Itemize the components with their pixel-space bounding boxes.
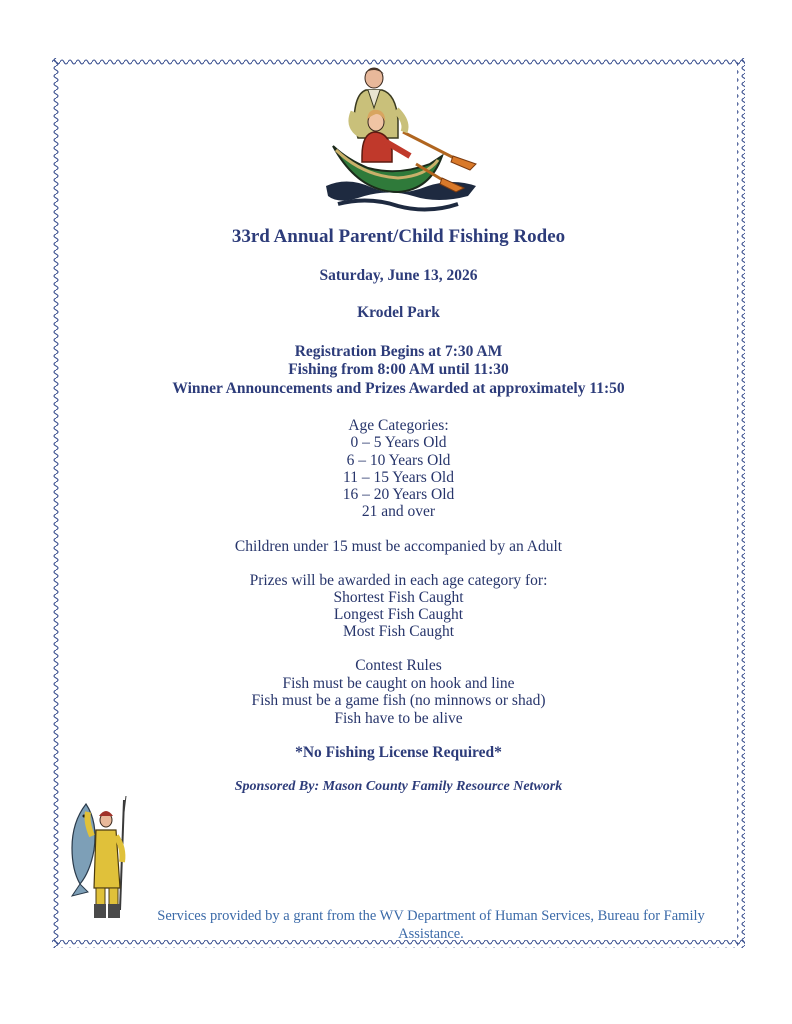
adult-notice: Children under 15 must be accompanied by an Adult — [234, 538, 563, 555]
event-title: 33rd Annual Parent/Child Fishing Rodeo — [231, 226, 566, 247]
prize-item: Most Fish Caught — [342, 623, 455, 640]
canoe-illustration — [318, 64, 483, 224]
age-category-item: 11 – 15 Years Old — [343, 469, 454, 486]
fisherman-illustration — [64, 792, 136, 922]
sponsor-line: Sponsored By: Mason County Family Resource Network — [234, 779, 563, 794]
footer-line-2: Assistance. — [398, 926, 464, 942]
age-category-item: 0 – 5 Years Old — [350, 434, 447, 451]
prize-item: Shortest Fish Caught — [333, 589, 464, 606]
rule-item: Fish must be a game fish (no minnows or shad) — [251, 692, 546, 709]
event-date: Saturday, June 13, 2026 — [319, 267, 478, 284]
license-notice: *No Fishing License Required* — [295, 744, 502, 761]
footer-line-1: Services provided by a grant from the WV Department of Human Services, Bureau for Family — [157, 908, 705, 924]
age-category-item: 6 – 10 Years Old — [346, 452, 451, 469]
age-categories-heading: Age Categories: — [348, 417, 449, 434]
prize-item: Longest Fish Caught — [333, 606, 464, 623]
schedule-registration: Registration Begins at 7:30 AM — [294, 343, 503, 360]
schedule-winners: Winner Announcements and Prizes Awarded at approximately 11:50 — [172, 380, 625, 397]
rule-item: Fish must be caught on hook and line — [282, 675, 515, 692]
rule-item: Fish have to be alive — [334, 710, 463, 727]
grant-footer — [128, 907, 734, 943]
prizes-heading: Prizes will be awarded in each age category for: — [249, 572, 548, 589]
age-category-item: 16 – 20 Years Old — [342, 486, 455, 503]
event-location: Krodel Park — [357, 304, 440, 321]
rules-heading: Contest Rules — [355, 657, 442, 674]
age-category-item: 21 and over — [361, 503, 436, 520]
schedule-fishing: Fishing from 8:00 AM until 11:30 — [288, 361, 509, 378]
